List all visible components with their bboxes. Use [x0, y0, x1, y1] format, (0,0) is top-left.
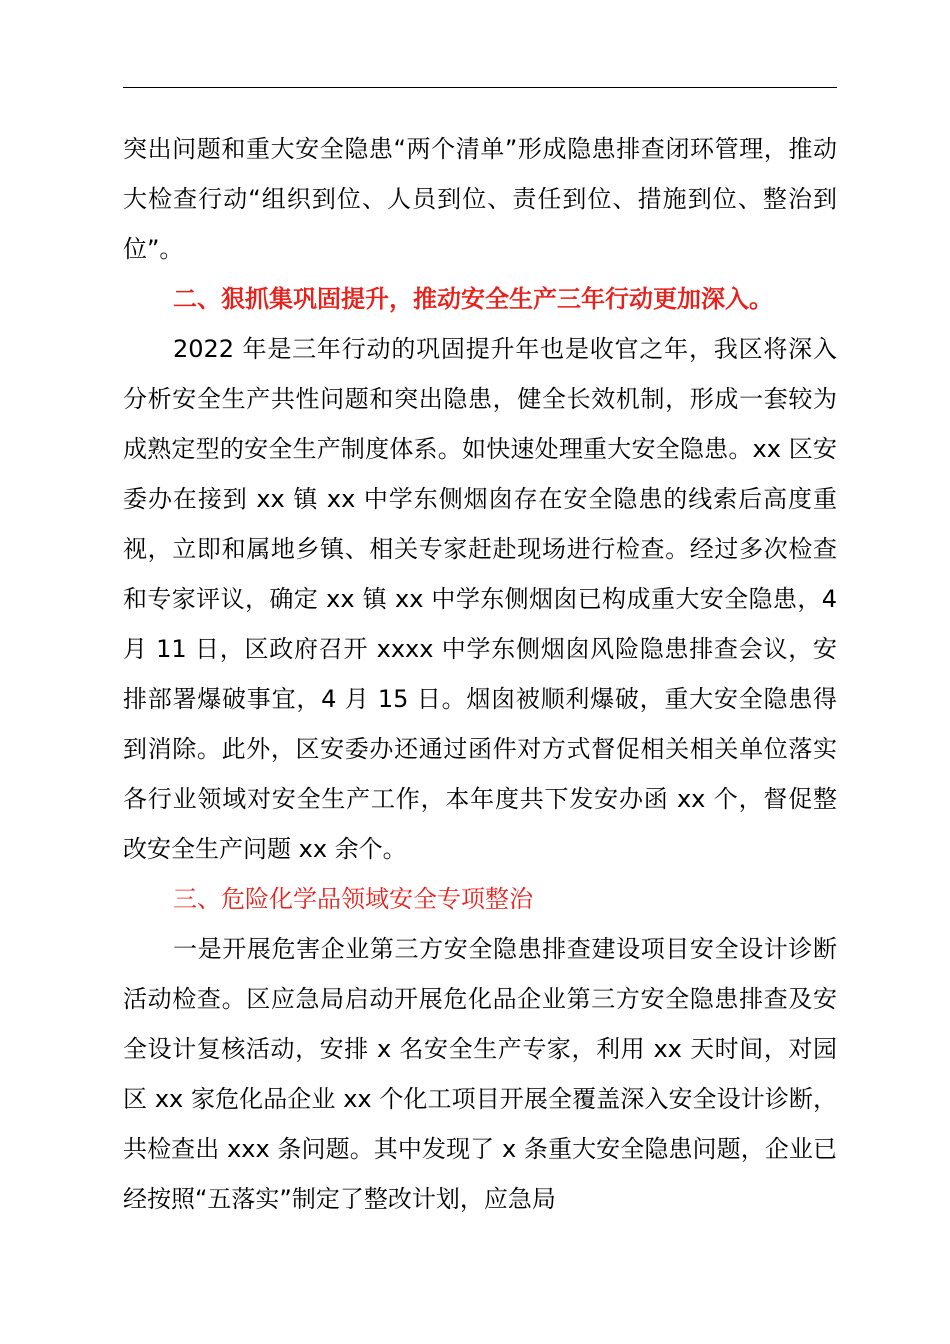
section-heading-3: 三、危险化学品领域安全专项整治	[173, 885, 533, 913]
header-rule	[123, 87, 837, 88]
document-body	[123, 124, 837, 1224]
paragraph-consolidation: 2022 年是三年行动的巩固提升年也是收官之年，我区将深入分析安全生产共性问题和突出隐患，健全长效机制，形成一套较为成熟定型的安全生产制度体系。如快速处理重大安全隐患。xx 区安委办在接到 xx 镇 xx 中学东侧烟囱存在安全隐患的线索后高度重视，立即和属地乡镇、相关专家赶赴现场进行检查。经过多次检查和专家评议，确定 xx 镇 xx 中学东侧烟囱已构成重大安全隐患，4 月 11 日，区政府召开 xxxx 中学东侧烟囱风险隐患排查会议，安排部署爆破事宜，4 月 15 日。烟囱被顺利爆破，重大安全隐患得到消除。此外，区安委办还通过函件对方式督促相关相关单位落实各行业领域对安全生产工作，本年度共下发安办函 xx 个，督促整改安全生产问题 xx 余个。	[123, 335, 837, 863]
section-heading-2: 二、狠抓集巩固提升，推动安全生产三年行动更加深入。	[173, 285, 773, 313]
paragraph-hazardous-chemicals: 一是开展危害企业第三方安全隐患排查建设项目安全设计诊断活动检查。区应急局启动开展危化品企业第三方安全隐患排查及安全设计复核活动，安排 x 名安全生产专家，利用 xx 天时间，对园区 xx 家危化品企业 xx 个化工项目开展全覆盖深入安全设计诊断，共检查出 xxx 条问题。其中发现了 x 条重大安全隐患问题，企业已经按照“五落实”制定了整改计划，应急局	[123, 935, 837, 1213]
paragraph-continuation: 突出问题和重大安全隐患“两个清单”形成隐患排查闭环管理，推动大检查行动“组织到位、人员到位、责任到位、措施到位、整治到位”。	[123, 135, 837, 263]
